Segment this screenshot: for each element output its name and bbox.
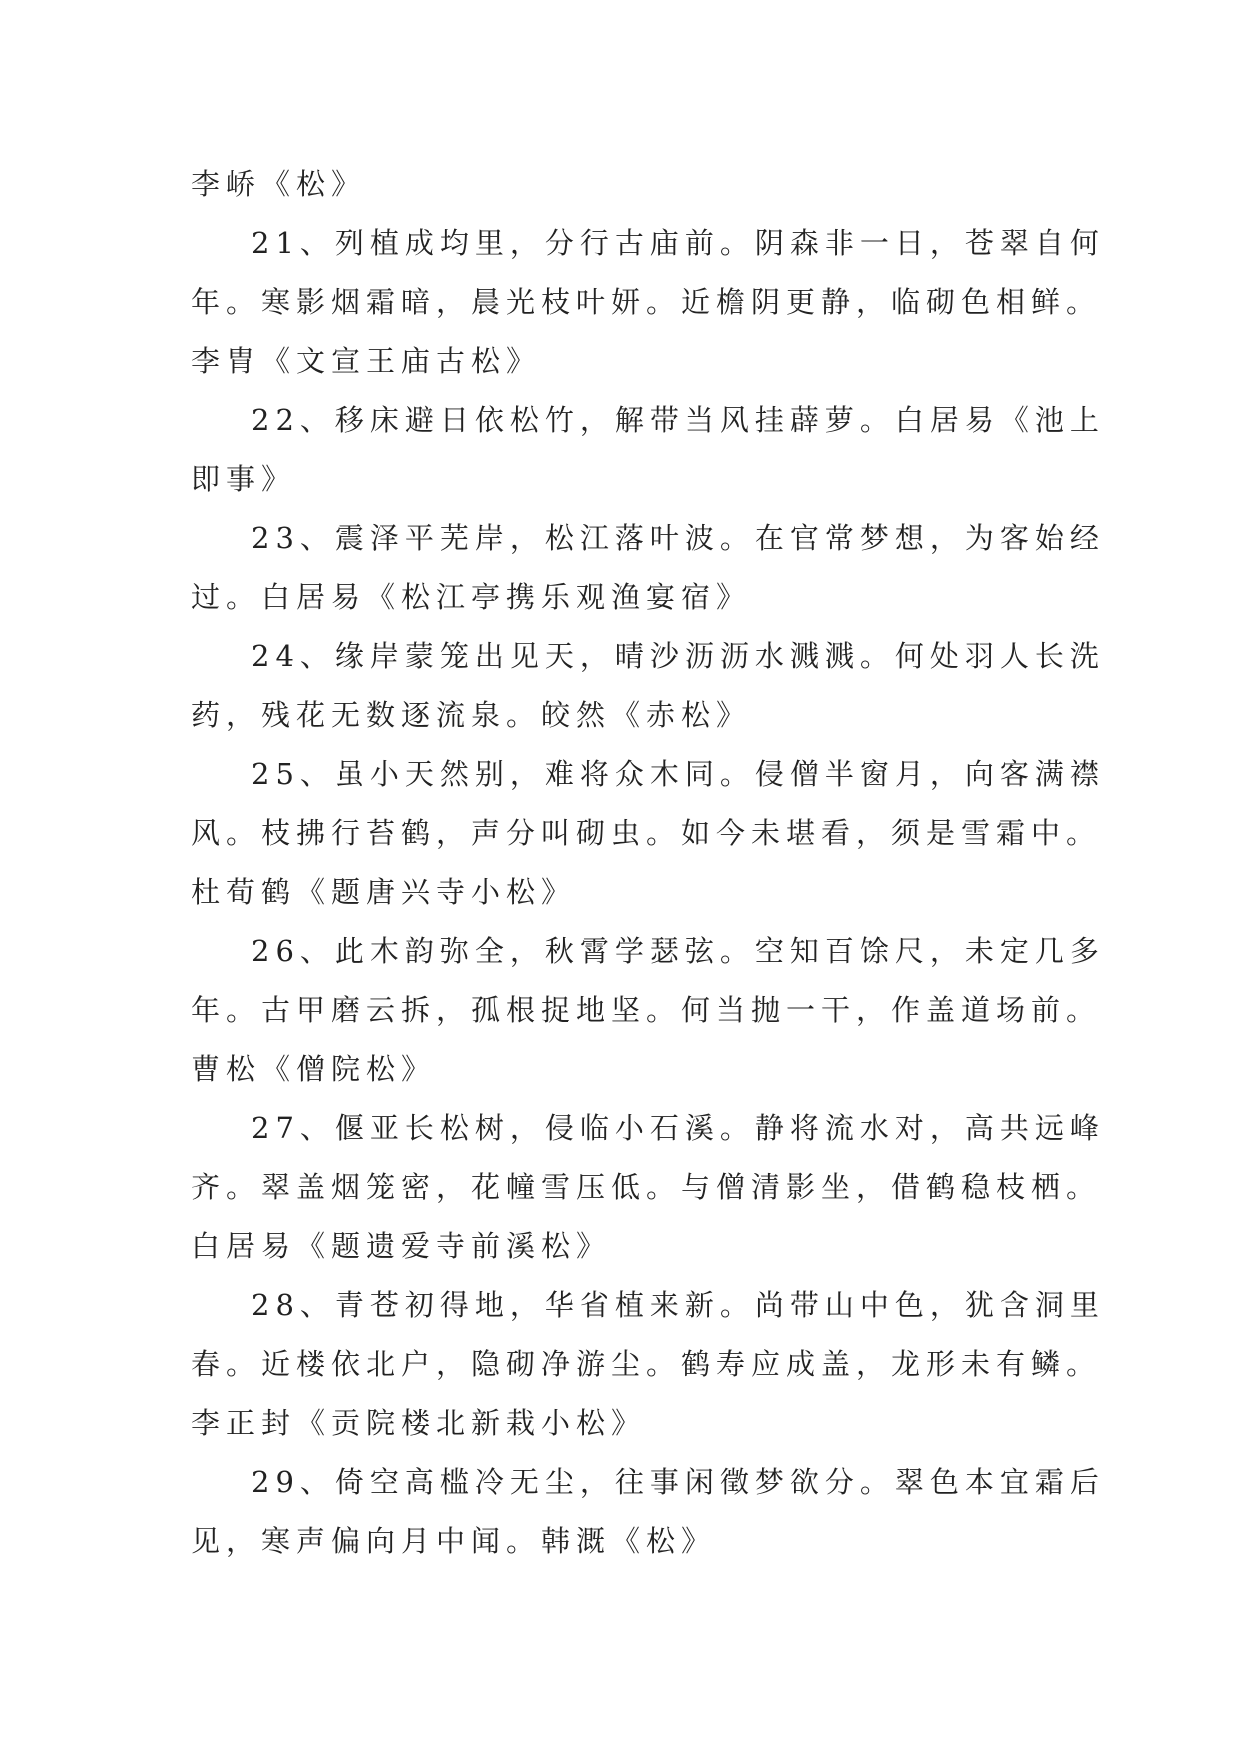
text-line: 28、青苍初得地，华省植来新。尚带山中色，犹含洞里 xyxy=(251,1288,1105,1322)
text-line: 药，残花无数逐流泉。皎然《赤松》 xyxy=(191,698,752,732)
text-line: 春。近楼依北户，隐砌净游尘。鹤寿应成盖，龙形未有鳞。 xyxy=(191,1347,1102,1381)
text-line: 23、震泽平芜岸，松江落叶波。在官常梦想，为客始经 xyxy=(251,521,1105,555)
text-line: 27、偃亚长松树，侵临小石溪。静将流水对，高共远峰 xyxy=(251,1111,1105,1145)
text-line: 22、移床避日依松竹，解带当风挂薜萝。白居易《池上 xyxy=(251,403,1105,437)
text-line: 即事》 xyxy=(191,462,297,496)
text-line: 曹松《僧院松》 xyxy=(191,1052,437,1086)
text-line: 白居易《题遗爱寺前溪松》 xyxy=(191,1229,612,1263)
text-line: 年。古甲磨云拆，孤根捉地坚。何当抛一干，作盖道场前。 xyxy=(191,993,1102,1027)
text-line: 年。寒影烟霜暗，晨光枝叶妍。近檐阴更静，临砌色相鲜。 xyxy=(191,285,1102,319)
text-line: 风。枝拂行苔鹤，声分叫砌虫。如今未堪看，须是雪霜中。 xyxy=(191,816,1102,850)
document-body xyxy=(191,155,1105,1571)
text-line: 26、此木韵弥全，秋霄学瑟弦。空知百馀尺，未定几多 xyxy=(251,934,1105,968)
text-line: 过。白居易《松江亭携乐观渔宴宿》 xyxy=(191,580,752,614)
text-line: 李胄《文宣王庙古松》 xyxy=(191,344,542,378)
text-line: 见，寒声偏向月中闻。韩溉《松》 xyxy=(191,1524,717,1558)
text-line: 李正封《贡院楼北新栽小松》 xyxy=(191,1406,647,1440)
text-line: 齐。翠盖烟笼密，花幢雪压低。与僧清影坐，借鹤稳枝栖。 xyxy=(191,1170,1102,1204)
text-line: 24、缘岸蒙笼出见天，晴沙沥沥水溅溅。何处羽人长洗 xyxy=(251,639,1105,673)
text-line: 25、虽小天然别，难将众木同。侵僧半窗月，向客满襟 xyxy=(251,757,1105,791)
text-line: 21、列植成均里，分行古庙前。阴森非一日，苍翠自何 xyxy=(251,226,1105,260)
text-line: 李峤《松》 xyxy=(191,167,367,201)
text-line: 29、倚空高槛冷无尘，往事闲徵梦欲分。翠色本宜霜后 xyxy=(251,1465,1105,1499)
text-line: 杜荀鹤《题唐兴寺小松》 xyxy=(191,875,577,909)
